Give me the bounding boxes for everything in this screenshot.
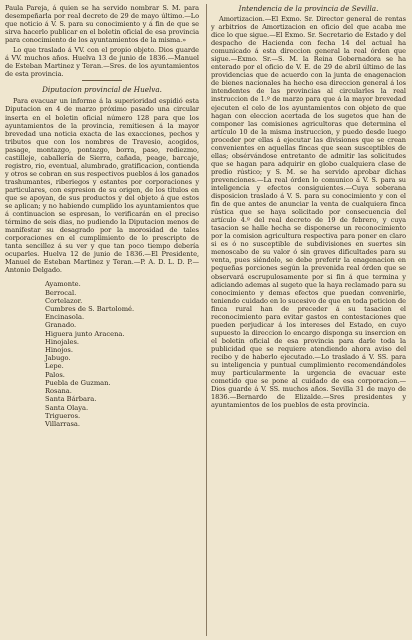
town-list-item: Jabugo. (45, 354, 71, 363)
section-heading-huelva: Diputacion provincial de Huelva. (42, 85, 162, 95)
town-list-item: Cortelazor. (45, 296, 83, 305)
town-list-item: Granado. (45, 321, 77, 330)
town-list-item: Santa Olaya. (45, 403, 89, 412)
section-heading-sevilla: Intendencia de la provincia de Sevilla. (238, 4, 379, 13)
town-list-item: Puebla de Guzman. (45, 378, 111, 387)
town-list-item: Higuera junto Aracena. (45, 329, 125, 338)
intro-paragraph: Paula Pareja, á quien se ha servido nombrar S. M. para desempeñarla por real decreto de 29 de mayo último.—Lo que noticio á V. S. para su conocimiento y á fin de que se sirva hacerlo publicar en el boletin oficial de esa provincia para conocimiento de los ayuntamientos de la misma.» (5, 4, 199, 45)
town-list-item: Berrocal. (45, 288, 77, 297)
section-rule (82, 80, 122, 81)
town-list-item: Lepe. (45, 362, 64, 371)
town-list (5, 280, 199, 428)
diputacion-paragraph: Para evacuar un informe á la superioridad espidió esta Diputacion en 4 de marzo próximo pasado una circular inserta en el boletin oficial número 128 para que los ayuntamientos de la provincia, remitiesen á la mayor brevedad una noticia exacta de las exacciones, pechos y tributos que con los nombres de Travesio, acogidos, pasage, montazgo, pontazgo, borra, paso, rediezmo, castilleje, caballería de Sierra, cañada, peage, barcaje, registro, rio, eventual, alumbrado, gratificacion, contienda y otros se cobran en sus respectivos pueblos á los ganados trashumantes, riberiegos y estantes por corporaciones y particulares, con espresion de su origen, de los títulos en que se apoyan, de sus productos y del objeto á que estos se aplican; y no habiendo cumplido los ayuntamientos que á continuacion se espresan, lo verificarán en el preciso término de seis dias, no pudiendo la Diputacion menos de manifestar su desagrado por la morosidad de tales corporaciones en el cumplimiento de lo prescripto de tanta sencillez á su ver y que tan poco tiempo debería ocuparles. Huelva 12 de junio de 1836.—El Presidente, Manuel de Esteban Martinez y Teran.—P. A. D. L. D. P.—Antonio Delgado. (5, 97, 200, 275)
right-column (211, 4, 406, 409)
town-list-item: Trigueros. (45, 411, 81, 420)
town-list-item: Hinojos. (45, 346, 73, 355)
town-list-item: Encinasola. (45, 313, 85, 322)
town-list-item: Cumbres de S. Bartolomé. (45, 305, 135, 314)
amortizacion-paragraph: Amortizacion.—El Exmo. Sr. Director general de rentas y arbitrios de Amortizacion en oficio del que acaba me dice lo que sigue.—El Exmo. Sr. Secretario de Estado y del despacho de Hacienda con fecha 14 del actual ha comunicado á esta direccion general la real órden que sigue.—Exmo. Sr.—S. M. la Reina Gobernadora se ha enterado por el oficio de V. E. de 29 de abril último de las providencias que de acuerdo con la junta de enagenacion de bienes nacionales ha hecho esa direccion general á los intendentes de las provincias al circularles la real instruccion de 1.º de marzo para que á la mayor brevedad ejecuten el celo de los ayuntamientos con objeto de que hagan con eleccion acertada de los sugetos que han de componer las comisiones agricultoras que determina el artículo 10 de la misma instruccion, y puedo desde luego proceder por ellas á ejecutar las divisiones que se crean convenientes en aquellas fincas que sean susceptibles de ellas; obsérvándose entretanto de admitir las solicitudes que se hagan para adquirir en globo cualquiera clase de predio rústico; y S. M. se ha servido aprobar dichas prevenciones.—La real órden lo comunico á V. S. para su inteligencia y efectos consiguientes.—Cuya soberana disposicion traslado á V. S. para su conocimiento y con el fin de que antes de anunciar la venta de cualquiera finca rústica que se haya solicitado por consecuencia del artículo 4.º del real decreto de 19 de febrero, y cuya tasacion se halle hecha se disponerse un reconocimiento por la comision agricultura respectiva para poner en claro si es ó no susceptible de subdivisiones en suertes sin menoscabo de su valor ó sin graves dificultades para su venta, pues siéndolo, se debe preferir la enagenacion en pequeñas porciones según la prevenida real órden que se observará escrupulosamente por si fin á que termina y adiciando ademas al sugeto que la haya reclamado para su conocimiento y demas efectos que puedan convenirle, teniendo cuidado en lo sucesivo de que en toda peticion de finca rural han de preceder á su tasacion el reconocimiento para evitar gastos en contestaciones que pueden perjudicar á los intereses del Estado, en cuyo supuesto la direccion lo encargo disponga su insercion en el boletin oficial de esa provincia para darle toda la publicidad que se requiere atendiendo ahora aviso del recibo y de haberlo ejecutado.—Lo traslado á V. SS. para su inteligencia y puntual cumplimiento recomendándoles muy particularmente la urgencia de evacuar este cometido que se pone al cuidado de esa corporacion.—Dios guarde á V. SS. muchos años. Sevilla 31 de mayo de 1836.—Bernardo de Elizalde.—Sres presidentes y ayuntamientos de los pueblos de esta provincia. (211, 15, 406, 410)
town-list-item: Hinojales. (45, 337, 80, 346)
column-divider (206, 4, 207, 636)
transfer-paragraph: Lo que traslado á VV. con el propio objeto. Dios guarde á VV. muchos años. Huelva 13 de junio de 1836.—Manuel de Esteban Martinez y Teran.—Sres. de los ayuntamientos de esta provincia. (5, 46, 199, 79)
town-list-item: Ayamonte. (45, 280, 81, 289)
town-list-item: Rosana. (45, 387, 72, 396)
left-column (5, 4, 199, 428)
town-list-item: Palos. (45, 370, 65, 379)
town-list-item: Santa Bárbara. (45, 395, 97, 404)
town-list-item: Villarrasa. (45, 419, 81, 428)
